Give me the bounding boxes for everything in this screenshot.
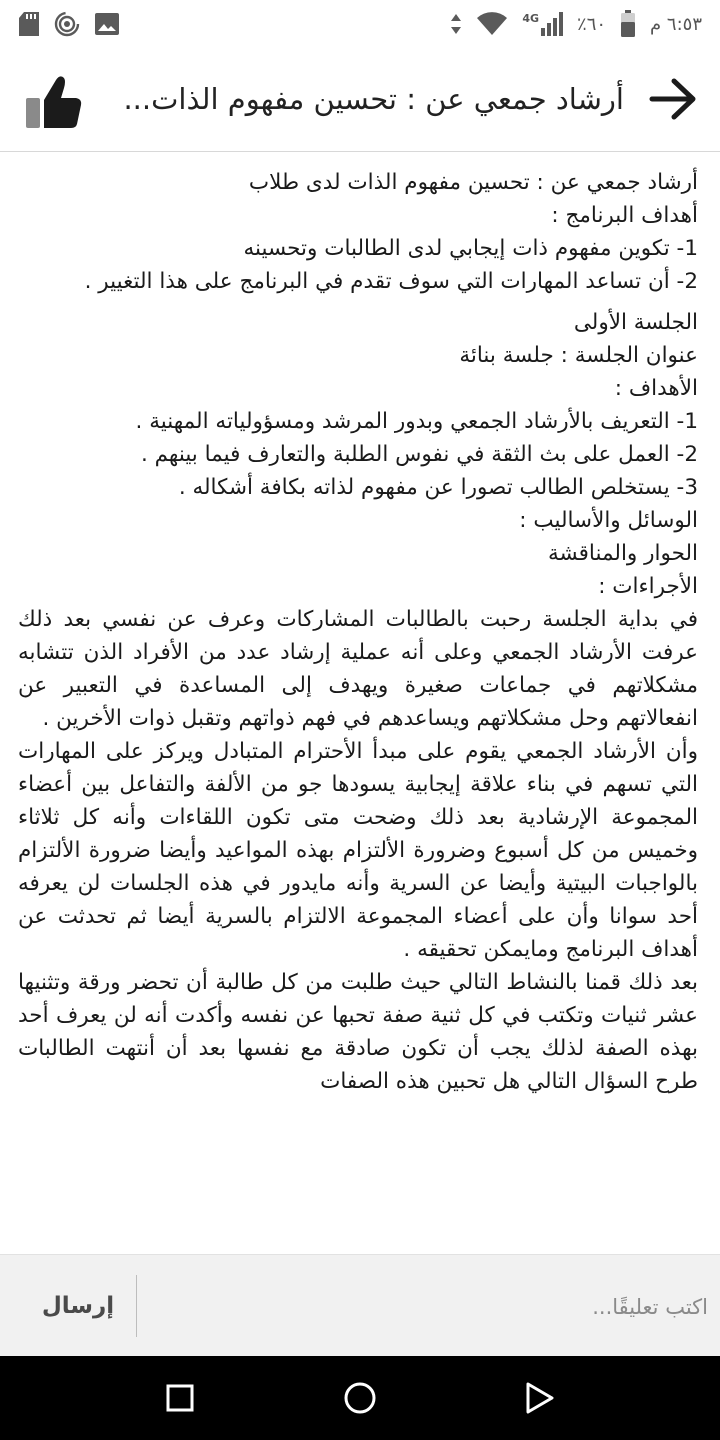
app-header	[0, 48, 720, 152]
post-line: عنوان الجلسة : جلسة بنائة	[459, 343, 698, 368]
post-paragraph: في بداية الجلسة رحبت بالطالبات المشاركات وعرف عن نفسي بعد ذلك عرفت الأرشاد الجمعي وعلى أنه عملية إرشاد عدد من الأفراد الذن تتشابه مشكلاتهم في جماعات صغيرة ويهدف إلى المساعدة في التعبير عن انفعالاتهم وحل مشكلاتهم ويساعدهم في فهم ذواتهم وتقبل ذوات الأخرين .	[18, 607, 698, 731]
comment-divider	[136, 1275, 137, 1337]
wifi-icon	[476, 12, 508, 36]
data-arrows-icon	[450, 12, 462, 36]
post-line: 2- أن تساعد المهارات التي سوف تقدم في البرنامج على هذا التغيير .	[84, 269, 698, 294]
post-line: أرشاد جمعي عن : تحسين مفهوم الذات لدى طلاب	[248, 170, 698, 195]
nav-back-icon[interactable]	[520, 1378, 560, 1418]
page-title: أرشاد جمعي عن : تحسين مفهوم الذات...	[123, 82, 624, 116]
post-line: أهداف البرنامج :	[551, 203, 698, 228]
spacer	[18, 298, 698, 306]
image-icon	[94, 12, 120, 36]
comment-input[interactable]	[146, 1273, 710, 1341]
network-type: 4G	[522, 12, 540, 25]
post-line: 2- العمل على بث الثقة في نفوس الطلبة والتعارف فيما بينهم .	[140, 442, 698, 467]
post-content	[0, 166, 720, 1254]
status-bar	[0, 0, 720, 48]
post-line: 3- يستخلص الطالب تصورا عن مفهوم لذاته بكافة أشكاله .	[178, 475, 698, 500]
navigation-bar	[0, 1356, 720, 1440]
post-line: الوسائل والأساليب :	[519, 508, 698, 533]
post-line: الجلسة الأولى	[573, 310, 698, 335]
post-paragraph: بعد ذلك قمنا بالنشاط التالي حيث طلبت من كل طالبة أن تحضر ورقة وتثنيها عشر ثنيات وتكتب في كل ثنية صفة تحبها عن نفسه وأكدت أنه لن يعرف أحد بهذه الصفة لذلك يجب أن تكون صادقة مع نفسها بعد أن أنتهت الطالبات طرح السؤال التالي هل تحبين هذه الصفات	[18, 970, 698, 1094]
battery-icon	[620, 10, 636, 38]
back-arrow-icon[interactable]	[648, 76, 700, 122]
status-bar-indicators	[450, 10, 702, 38]
post-line: 1- التعريف بالأرشاد الجمعي وبدور المرشد ومسؤولياته المهنية .	[135, 409, 698, 434]
post-line: الحوار والمناقشة	[547, 541, 698, 566]
status-bar-system-icons	[18, 11, 120, 37]
clock: ٦:٥٣ م	[650, 13, 702, 35]
signal-icon	[522, 12, 563, 36]
post-paragraph: وأن الأرشاد الجمعي يقوم على مبدأ الأحترام المتبادل ويركز على المهارات التي تسهم في بناء علاقة إيجابية يسودها جو من الألفة والتفاعل بين أعضاء المجموعة الإرشادية بعد ذلك وضحت متى تكون اللقاءات وأنه كل ثلاثاء وخميس من كل أسبوع وضرورة الألتزام بهذه المواعيد وأيضا ضرورة الألتزام بالواجبات البيتية وأيضا عن السرية وأنه مايدور في هذه الجلسات لن يعرفه أحد سوانا وأن على أعضاء المجموعة الالتزام بالسرية أيضا ثم تحدثت عن أهداف البرنامج ومايمكن تحقيقه .	[18, 739, 698, 962]
like-icon[interactable]	[24, 72, 84, 132]
battery-percent: ٪٦٠	[577, 13, 607, 35]
post-line: الأجراءات :	[598, 574, 698, 599]
post-line: الأهداف :	[614, 376, 698, 401]
hotspot-icon	[54, 11, 80, 37]
sd-card-icon	[18, 11, 40, 37]
nav-home-icon[interactable]	[340, 1378, 380, 1418]
comment-bar	[0, 1254, 720, 1356]
nav-recents-icon[interactable]	[160, 1378, 200, 1418]
post-line: 1- تكوين مفهوم ذات إيجابي لدى الطالبات وتحسينه	[243, 236, 698, 261]
send-button[interactable]: إرسال	[28, 1281, 128, 1331]
